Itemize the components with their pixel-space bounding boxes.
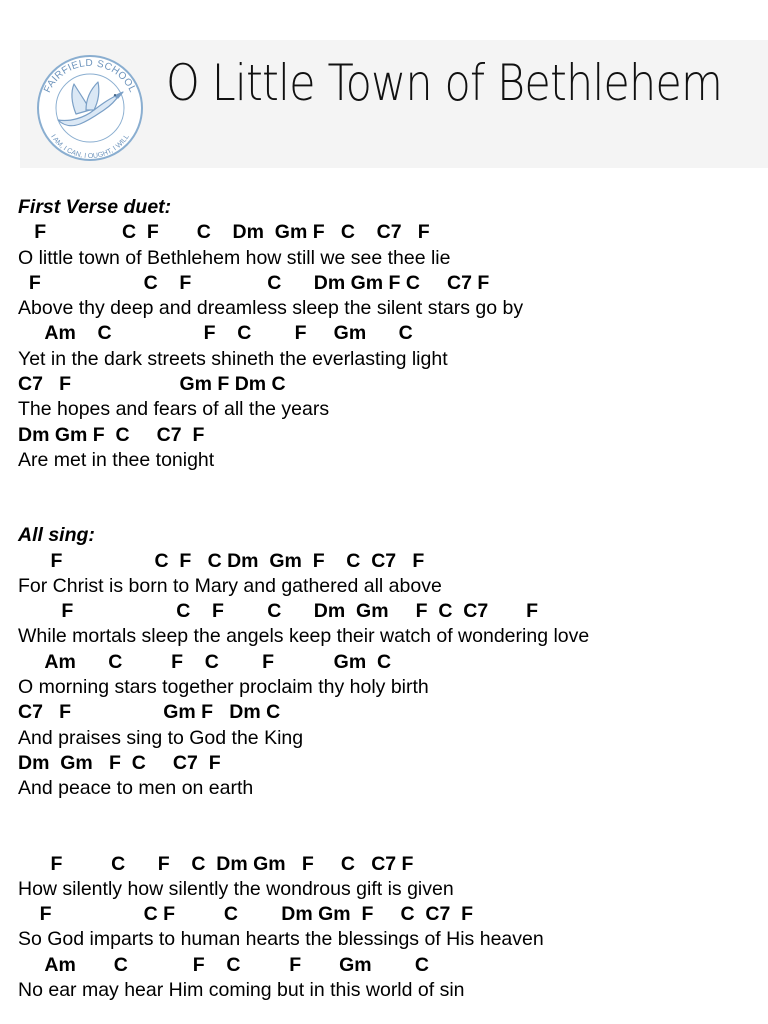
- lyric-line: Yet in the dark streets shineth the everlasting light: [18, 347, 448, 370]
- lyric-line: O little town of Bethlehem how still we see thee lie: [18, 246, 451, 269]
- lyric-line: And peace to men on earth: [18, 777, 254, 800]
- lyric-line: For Christ is born to Mary and gathered all above: [18, 574, 442, 597]
- lyric-line: Are met in thee tonight: [18, 448, 215, 471]
- lyric-line: How silently how silently the wondrous gift is given: [18, 877, 454, 900]
- lyric-line: While mortals sleep the angels keep their watch of wondering love: [18, 625, 590, 648]
- section-spacer: [18, 802, 758, 852]
- page-title: O Little Town of Bethlehem: [166, 54, 723, 112]
- chorus-section: [18, 523, 758, 801]
- chord-line: Am C F C F Gm C: [18, 953, 429, 976]
- song-content: [18, 195, 758, 1003]
- lyric-line: O morning stars together proclaim thy holy birth: [18, 676, 429, 699]
- section-heading: First Verse duet:: [18, 196, 172, 218]
- chord-line: Am C F C F Gm C: [18, 650, 392, 673]
- logo-bottom-text: I AM, I CAN, I OUGHT, I WILL: [49, 133, 131, 161]
- chord-line: F C F C Dm Gm F C C7 F: [18, 600, 539, 623]
- verse-section: [18, 195, 758, 473]
- chord-line: F C F C Dm Gm F C C7 F: [18, 549, 425, 572]
- verse-section: [18, 852, 758, 1004]
- chord-line: Am C F C F Gm C: [18, 322, 413, 345]
- chord-line: Dm Gm F C C7 F: [18, 751, 221, 774]
- lyric-line: And praises sing to God the King: [18, 726, 304, 749]
- chord-line: Dm Gm F C C7 F: [18, 423, 205, 446]
- lyric-line: So God imparts to human hearts the blessings of His heaven: [18, 928, 544, 951]
- chord-line: C7 F Gm F Dm C: [18, 701, 281, 724]
- school-logo: [28, 48, 152, 162]
- lyric-line: Above thy deep and dreamless sleep the silent stars go by: [18, 297, 524, 320]
- section-spacer: [18, 473, 758, 523]
- chord-line: F C F C Dm Gm F C C7 F: [18, 903, 474, 926]
- chord-line: F C F C Dm Gm F C C7 F: [18, 221, 430, 244]
- chord-line: F C F C Dm Gm F C C7 F: [18, 271, 490, 294]
- chord-line: F C F C Dm Gm F C C7 F: [18, 852, 414, 875]
- section-heading: All sing:: [18, 524, 95, 547]
- logo-top-text: FAIRFIELD SCHOOL: [42, 57, 138, 95]
- chord-line: C7 F Gm F Dm C: [18, 373, 286, 396]
- lyric-line: No ear may hear Him coming but in this world of sin: [18, 979, 465, 1002]
- lyric-line: The hopes and fears of all the years: [18, 398, 330, 421]
